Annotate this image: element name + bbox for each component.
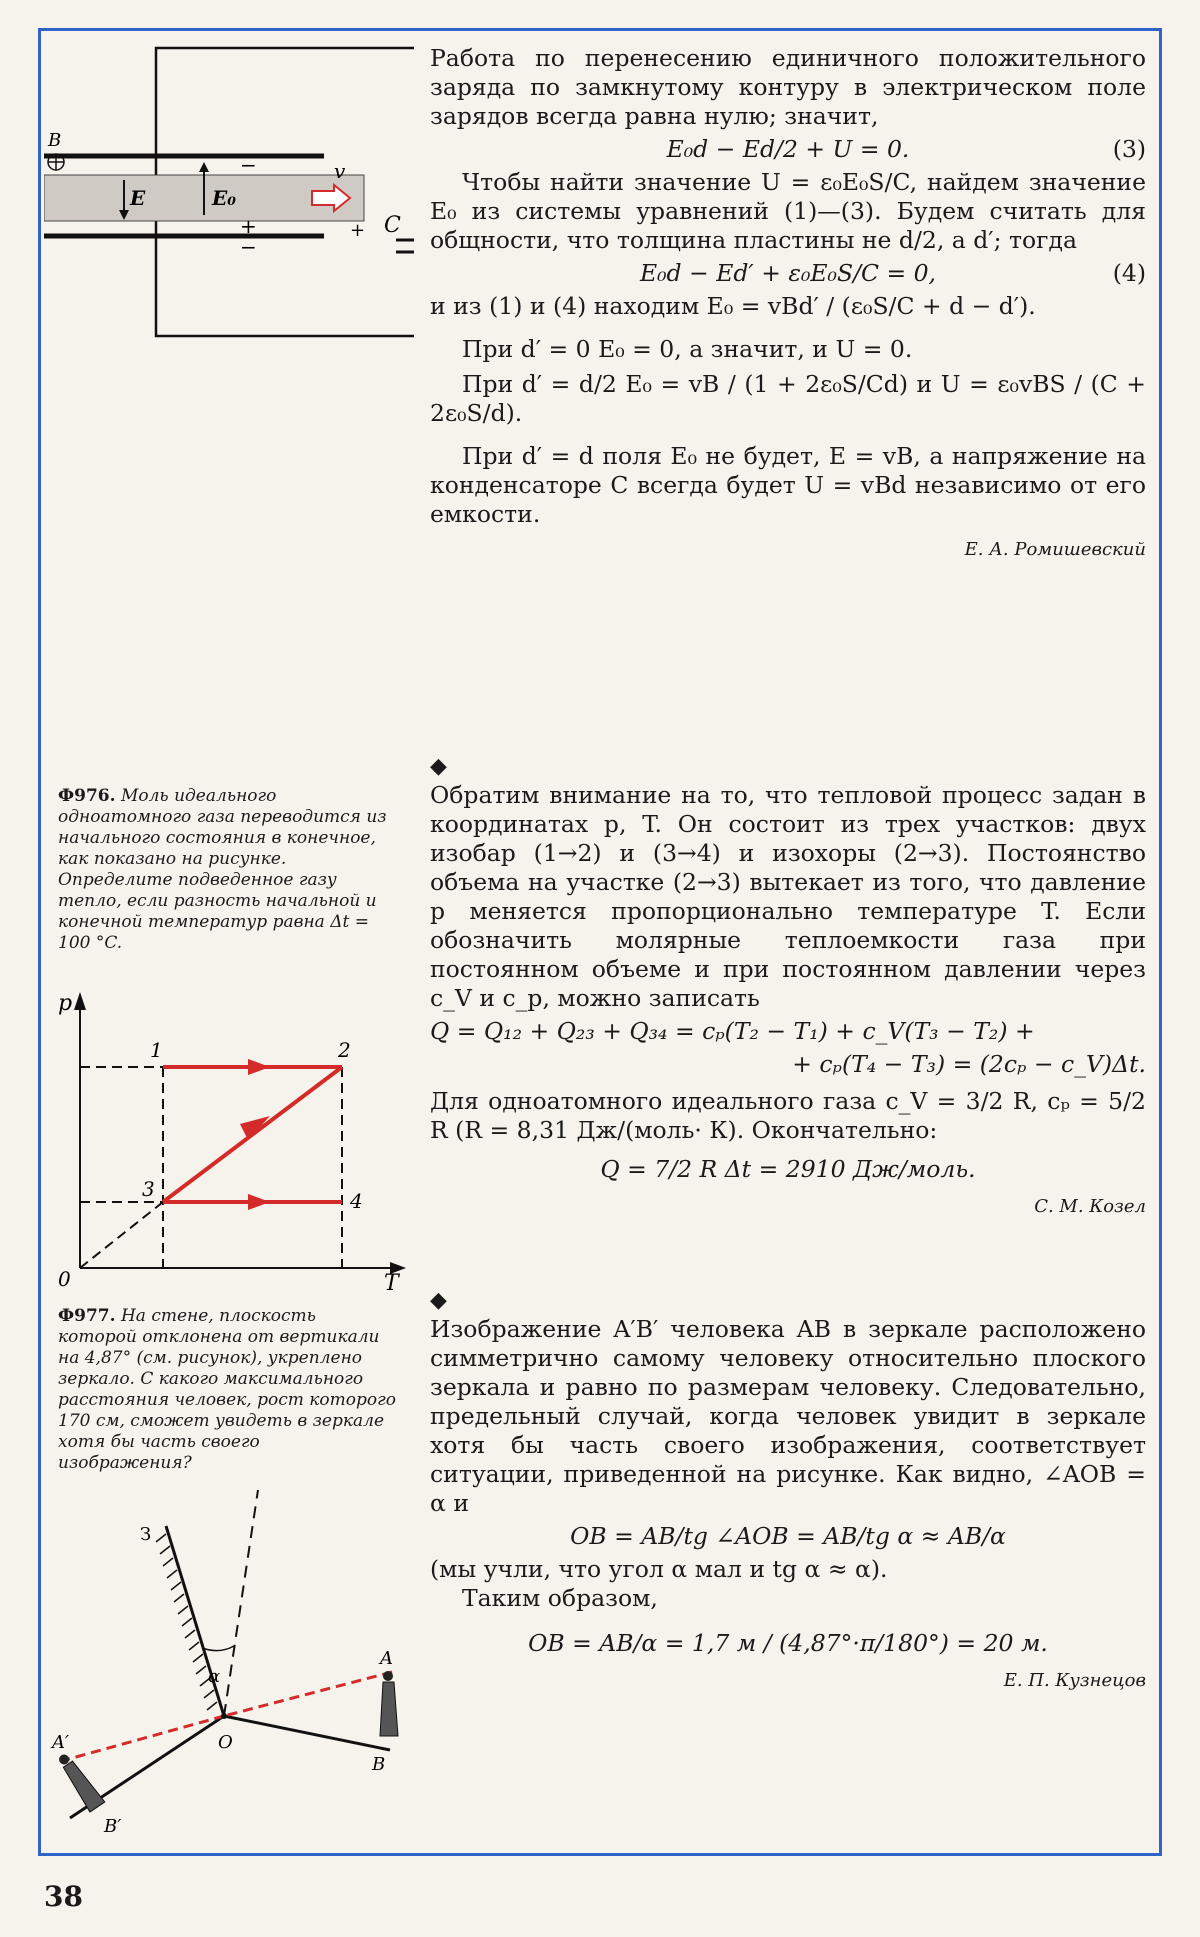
section2-equation-2: + cₚ(T₄ − T₃) = (2cₚ − c_V)Δt. — [792, 1050, 1146, 1078]
section2-paragraph-1: Обратим внимание на то, что тепловой процесс задан в координатах p, T. Он состоит из трех участков: двух изобар (1→2) и (3→4) и изохоры (2→3). Постоянство объема на участке (2→3) вытекает из того, что давление p меняется пропорционально температуре T. Если обозначить молярные теплоемкости газа при постоянном объеме и при постоянном давлении через c_V и c_p, можно записать — [430, 781, 1146, 1012]
section2-equation-1: Q = Q₁₂ + Q₂₃ + Q₃₄ = cₚ(T₂ − T₁) + c_V(T₃ − T₂) + — [430, 1017, 1035, 1045]
wall-mirror — [166, 1526, 224, 1716]
person-ab — [380, 1671, 398, 1736]
mirror-diagram — [48, 1486, 418, 1836]
signature-kuznetsov: Е. П. Кузнецов — [1003, 1670, 1146, 1691]
label-point-4: 4 — [350, 1189, 363, 1213]
floor-line — [224, 1716, 390, 1750]
section3-paragraph-3: Таким образом, — [462, 1584, 658, 1612]
problem-f976 — [58, 786, 398, 954]
label-c: C — [384, 213, 401, 238]
problem-f977 — [58, 1306, 398, 1474]
section-1 — [430, 44, 1146, 564]
section1-paragraph-6: При d′ = d поля E₀ не будет, E = vB, а напряжение на конденсаторе C всегда будет U = vBd независимо от его емкости. — [430, 442, 1146, 528]
label-point-2: 2 — [338, 1038, 351, 1062]
label-origin: 0 — [58, 1267, 71, 1290]
signature-romishevsky: Е. А. Ромишевский — [964, 539, 1146, 560]
section2-equation-3: Q = 7/2 R Δt = 2910 Дж/моль. — [600, 1155, 976, 1183]
section3-marker: ◆ — [430, 1288, 447, 1313]
section2-marker: ◆ — [430, 754, 447, 779]
section2-paragraph-2: Для одноатомного идеального газа c_V = 3/2 R, cₚ = 5/2 R (R = 8,31 Дж/(моль· К). Окончательно: — [430, 1087, 1146, 1144]
label-minus-bottom: − — [240, 235, 257, 259]
section-3 — [430, 1286, 1146, 1695]
label-a: A — [380, 1648, 393, 1669]
capacitor-figure — [44, 40, 414, 340]
sight-line-image — [58, 1716, 224, 1762]
section1-paragraph-4: При d′ = 0 E₀ = 0, а значит, и U = 0. — [462, 335, 913, 363]
section3-equation-1: OB = AB/tg ∠AOB = AB/tg α ≈ AB/α — [570, 1522, 1006, 1550]
label-minus-top: − — [240, 153, 257, 177]
label-p: p — [58, 991, 73, 1016]
label-plus-bottom: + — [240, 214, 257, 238]
label-t: T — [384, 1271, 399, 1290]
label-o: O — [218, 1732, 233, 1753]
pt-diagram — [48, 990, 408, 1290]
section1-paragraph-2: Чтобы найти значение U = ε₀E₀S/C, найдем значение E₀ из системы уравнений (1)—(3). Будем считать для общности, что толщина пластины не d/2, а d′; тогда — [430, 168, 1146, 254]
section1-paragraph-1: Работа по перенесению единичного положительного заряда по замкнутому контуру в электрическом поле зарядов всегда равна нулю; значит, — [430, 44, 1146, 130]
person-image-a1b1 — [55, 1750, 105, 1812]
equation-4: E₀d − Ed′ + ε₀E₀S/C = 0, (4) — [639, 259, 1146, 287]
vertical-dashed — [224, 1490, 258, 1716]
label-b-prime: B′ — [104, 1816, 122, 1836]
section3-paragraph-2: (мы учли, что угол α мал и tg α ≈ α). — [430, 1555, 888, 1583]
problem-f977-text: На стене, плоскость которой отклонена от вертикали на 4,87° (см. рисунок), укреплено зеркало. С какого максимального расстояния человек, рост которого 170 см, сможет увидеть в зеркале хотя бы часть своего изображения? — [58, 1306, 396, 1473]
label-wall: З — [140, 1524, 152, 1545]
section3-paragraph-1: Изображение A′B′ человека AB в зеркале расположено симметрично самому человеку относительно плоского зеркала и равно по размерам человеку. Следовательно, предельный случай, когда человек увидит в зеркале хотя бы часть своего изображения, соответствует ситуации, приведенной на рисунке. Как видно, ∠AOB = α и — [430, 1315, 1146, 1517]
sight-line — [224, 1672, 392, 1716]
label-point-1: 1 — [150, 1038, 163, 1062]
section1-paragraph-3: и из (1) и (4) находим E₀ = vBd′ / (ε₀S/C + d − d′). — [430, 292, 1036, 320]
problem-f977-label: Ф977. — [58, 1306, 116, 1326]
label-v: v — [334, 159, 346, 183]
label-point-3: 3 — [142, 1177, 155, 1201]
problem-f976-label: Ф976. — [58, 786, 116, 806]
section1-paragraph-5: При d′ = d/2 E₀ = vB / (1 + 2ε₀S/Cd) и U = ε₀vBS / (C + 2ε₀S/d). — [430, 370, 1146, 427]
label-b-point: B — [372, 1754, 386, 1775]
label-e: E — [130, 186, 146, 210]
label-b: B — [48, 130, 62, 151]
label-a-prime: A′ — [52, 1732, 70, 1753]
equation-3: E₀d − Ed/2 + U = 0. (3) — [666, 135, 1146, 163]
label-alpha: α — [208, 1666, 221, 1687]
label-e0: E₀ — [212, 186, 237, 210]
label-c-plus: + — [350, 220, 366, 241]
signature-kozel: С. М. Козел — [1034, 1196, 1146, 1217]
problem-f976-text: Моль идеального одноатомного газа переводится из начального состояния в конечное, как показано на рисунке. Определите подведенное газу тепло, если разность начальной и конечной температур равна Δt = 100 °C. — [58, 786, 387, 953]
section-2 — [430, 752, 1146, 1221]
section3-equation-2: OB = AB/α = 1,7 м / (4,87°·π/180°) = 20 м. — [528, 1629, 1048, 1657]
page-number: 38 — [44, 1880, 83, 1913]
